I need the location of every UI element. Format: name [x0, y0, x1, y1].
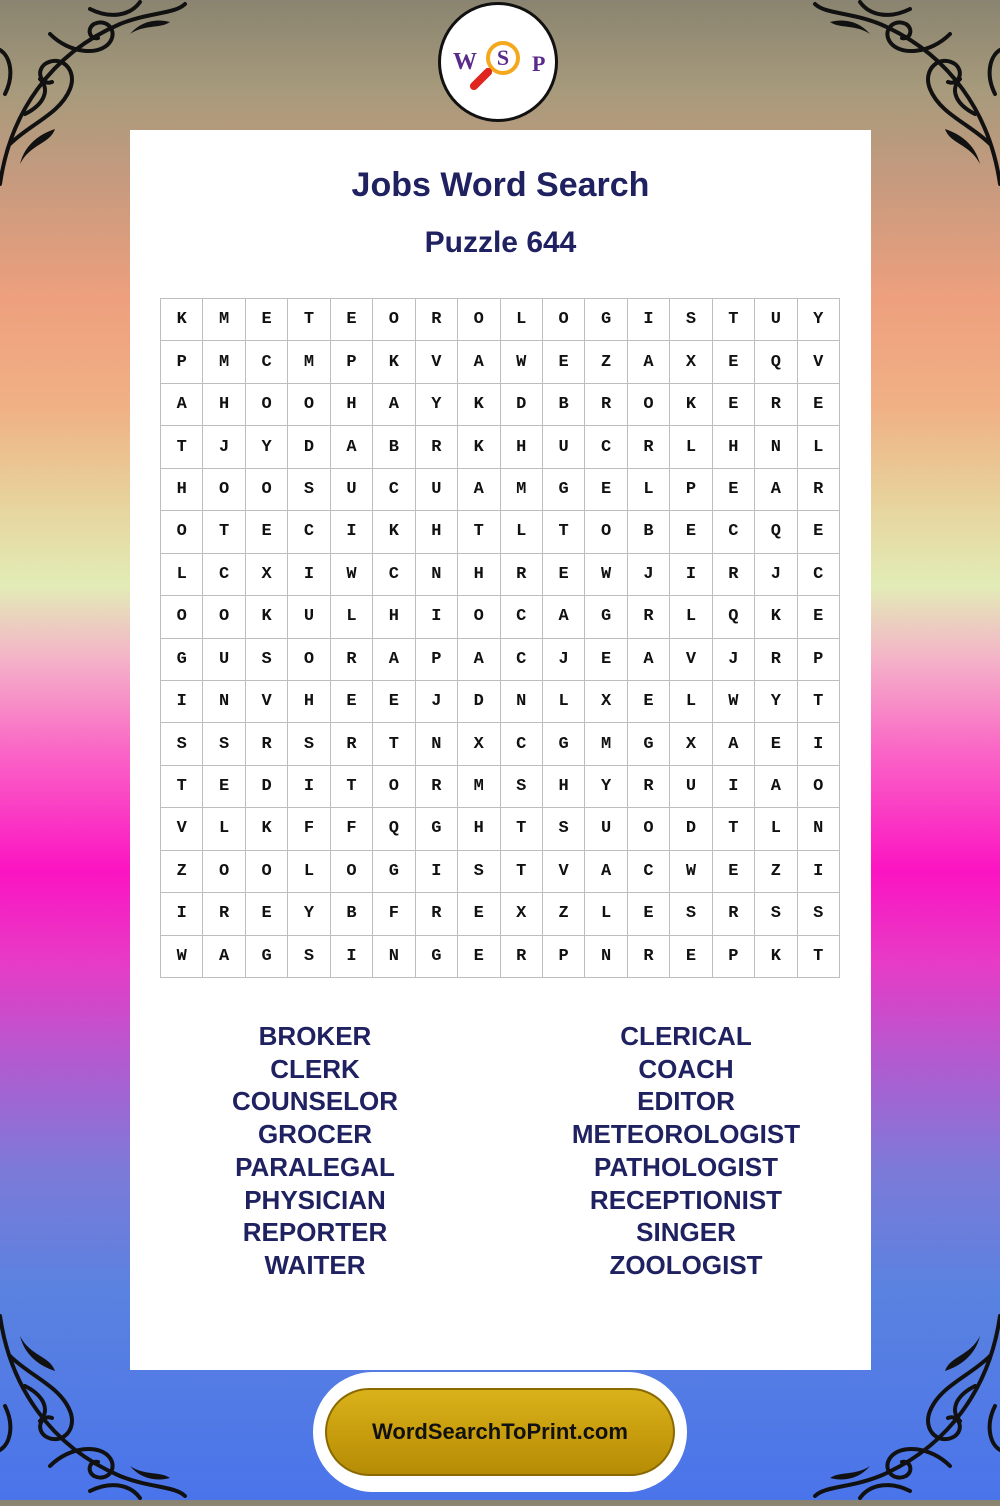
grid-cell[interactable]: S: [203, 723, 245, 765]
grid-cell[interactable]: O: [543, 299, 585, 341]
grid-cell[interactable]: O: [161, 511, 203, 553]
puzzle-number: Puzzle 644: [424, 226, 577, 259]
grid-cell[interactable]: M: [203, 341, 245, 383]
grid-cell[interactable]: V: [798, 341, 840, 383]
grid-cell[interactable]: T: [203, 511, 245, 553]
grid-cell[interactable]: L: [203, 808, 245, 850]
grid-cell[interactable]: M: [585, 723, 627, 765]
grid-cell[interactable]: P: [713, 936, 755, 978]
grid-cell[interactable]: A: [203, 936, 245, 978]
word-list-item: SINGER: [636, 1217, 736, 1248]
grid-cell[interactable]: V: [670, 639, 712, 681]
grid-cell[interactable]: Z: [543, 893, 585, 935]
grid-cell[interactable]: N: [585, 936, 627, 978]
grid-cell[interactable]: V: [161, 808, 203, 850]
grid-cell[interactable]: E: [458, 936, 500, 978]
grid-cell[interactable]: H: [161, 469, 203, 511]
grid-cell[interactable]: I: [713, 766, 755, 808]
grid-cell[interactable]: P: [416, 639, 458, 681]
grid-cell[interactable]: O: [288, 384, 330, 426]
grid-cell[interactable]: H: [543, 766, 585, 808]
grid-cell[interactable]: G: [416, 808, 458, 850]
grid-cell[interactable]: Z: [755, 851, 797, 893]
grid-cell[interactable]: I: [670, 554, 712, 596]
grid-cell[interactable]: O: [373, 299, 415, 341]
word-list-item: CLERK: [270, 1053, 360, 1084]
grid-cell[interactable]: T: [501, 808, 543, 850]
grid-cell[interactable]: H: [203, 384, 245, 426]
grid-cell[interactable]: I: [331, 936, 373, 978]
grid-cell[interactable]: Q: [755, 511, 797, 553]
grid-cell[interactable]: G: [416, 936, 458, 978]
grid-cell[interactable]: R: [585, 384, 627, 426]
grid-cell[interactable]: Y: [798, 299, 840, 341]
grid-cell[interactable]: O: [246, 851, 288, 893]
grid-cell[interactable]: S: [501, 766, 543, 808]
grid-cell[interactable]: T: [458, 511, 500, 553]
grid-cell[interactable]: U: [543, 426, 585, 468]
grid-cell[interactable]: E: [373, 681, 415, 723]
site-link[interactable]: WordSearchToPrint.com: [372, 1419, 628, 1444]
grid-cell[interactable]: A: [458, 469, 500, 511]
grid-cell[interactable]: A: [373, 384, 415, 426]
word-list-item: METEOROLOGIST: [571, 1119, 801, 1150]
grid-cell[interactable]: L: [670, 426, 712, 468]
grid-cell[interactable]: N: [501, 681, 543, 723]
grid-cell[interactable]: S: [798, 893, 840, 935]
grid-cell[interactable]: W: [713, 681, 755, 723]
grid-cell[interactable]: W: [501, 341, 543, 383]
grid-cell[interactable]: R: [755, 639, 797, 681]
grid-cell[interactable]: R: [416, 893, 458, 935]
grid-cell[interactable]: R: [416, 299, 458, 341]
grid-cell[interactable]: E: [585, 469, 627, 511]
grid-cell[interactable]: I: [416, 596, 458, 638]
grid-cell[interactable]: J: [203, 426, 245, 468]
grid-cell[interactable]: C: [501, 723, 543, 765]
grid-cell[interactable]: G: [543, 469, 585, 511]
grid-cell[interactable]: D: [246, 766, 288, 808]
grid-cell[interactable]: S: [755, 893, 797, 935]
letter-grid[interactable]: [160, 298, 840, 978]
grid-cell[interactable]: G: [246, 936, 288, 978]
grid-cell[interactable]: U: [203, 639, 245, 681]
grid-cell[interactable]: C: [501, 639, 543, 681]
logo-letter-w: W: [453, 49, 477, 75]
word-list-item: WAITER: [264, 1249, 366, 1280]
grid-cell[interactable]: E: [458, 893, 500, 935]
grid-cell[interactable]: U: [585, 808, 627, 850]
grid-cell[interactable]: N: [416, 723, 458, 765]
grid-cell[interactable]: N: [416, 554, 458, 596]
grid-cell[interactable]: B: [373, 426, 415, 468]
grid-cell[interactable]: R: [628, 936, 670, 978]
grid-cell[interactable]: Y: [585, 766, 627, 808]
grid-cell[interactable]: Z: [161, 851, 203, 893]
grid-cell[interactable]: E: [331, 681, 373, 723]
grid-cell[interactable]: I: [288, 766, 330, 808]
grid-cell[interactable]: C: [501, 596, 543, 638]
word-list-item: BROKER: [258, 1021, 372, 1051]
grid-cell[interactable]: Z: [585, 341, 627, 383]
grid-cell[interactable]: Q: [373, 808, 415, 850]
grid-cell[interactable]: S: [458, 851, 500, 893]
grid-cell[interactable]: M: [203, 299, 245, 341]
grid-cell[interactable]: A: [458, 639, 500, 681]
grid-cell[interactable]: H: [331, 384, 373, 426]
grid-cell[interactable]: A: [458, 341, 500, 383]
grid-cell[interactable]: J: [543, 639, 585, 681]
grid-cell[interactable]: E: [798, 384, 840, 426]
grid-cell[interactable]: U: [331, 469, 373, 511]
grid-cell[interactable]: T: [161, 766, 203, 808]
grid-cell[interactable]: O: [628, 808, 670, 850]
grid-cell[interactable]: X: [246, 554, 288, 596]
grid-cell[interactable]: L: [501, 511, 543, 553]
puzzle-sheet: [130, 130, 871, 1370]
grid-cell[interactable]: N: [373, 936, 415, 978]
grid-cell[interactable]: H: [713, 426, 755, 468]
grid-cell[interactable]: E: [331, 299, 373, 341]
grid-cell[interactable]: K: [246, 808, 288, 850]
grid-cell[interactable]: U: [755, 299, 797, 341]
grid-cell[interactable]: X: [501, 893, 543, 935]
word-list-item: PARALEGAL: [235, 1151, 395, 1182]
grid-cell[interactable]: O: [331, 851, 373, 893]
grid-cell[interactable]: A: [628, 341, 670, 383]
grid-cell[interactable]: W: [161, 936, 203, 978]
grid-cell[interactable]: E: [628, 893, 670, 935]
grid-cell[interactable]: L: [331, 596, 373, 638]
grid-cell[interactable]: J: [755, 554, 797, 596]
grid-cell[interactable]: L: [670, 596, 712, 638]
grid-cell[interactable]: M: [501, 469, 543, 511]
grid-cell[interactable]: Q: [713, 596, 755, 638]
grid-cell[interactable]: I: [161, 893, 203, 935]
grid-cell[interactable]: K: [670, 384, 712, 426]
word-list-item: PHYSICIAN: [244, 1184, 386, 1215]
grid-cell[interactable]: L: [798, 426, 840, 468]
word-list-right: [501, 1020, 871, 1282]
grid-cell[interactable]: U: [670, 766, 712, 808]
grid-cell[interactable]: L: [161, 554, 203, 596]
grid-cell[interactable]: W: [331, 554, 373, 596]
grid-cell[interactable]: C: [288, 511, 330, 553]
grid-cell[interactable]: E: [246, 893, 288, 935]
grid-cell[interactable]: S: [288, 936, 330, 978]
grid-cell[interactable]: U: [288, 596, 330, 638]
grid-cell[interactable]: A: [373, 639, 415, 681]
grid-cell[interactable]: M: [458, 766, 500, 808]
grid-cell[interactable]: A: [331, 426, 373, 468]
grid-cell[interactable]: E: [713, 851, 755, 893]
grid-cell[interactable]: E: [713, 469, 755, 511]
grid-cell[interactable]: X: [670, 723, 712, 765]
word-list-item: REPORTER: [242, 1217, 388, 1248]
grid-cell[interactable]: V: [246, 681, 288, 723]
grid-cell[interactable]: X: [585, 681, 627, 723]
grid-cell[interactable]: H: [373, 596, 415, 638]
grid-cell[interactable]: D: [458, 681, 500, 723]
grid-cell[interactable]: E: [798, 596, 840, 638]
word-list-item: ZOOLOGIST: [609, 1249, 763, 1280]
word-list-left: [130, 1020, 500, 1282]
grid-cell[interactable]: S: [670, 299, 712, 341]
grid-cell[interactable]: G: [373, 851, 415, 893]
grid-cell[interactable]: N: [755, 426, 797, 468]
grid-cell[interactable]: O: [798, 766, 840, 808]
grid-cell[interactable]: E: [628, 681, 670, 723]
grid-cell[interactable]: R: [755, 384, 797, 426]
grid-cell[interactable]: I: [628, 299, 670, 341]
grid-cell[interactable]: I: [288, 554, 330, 596]
grid-cell[interactable]: H: [501, 426, 543, 468]
grid-cell[interactable]: E: [246, 299, 288, 341]
grid-cell[interactable]: O: [373, 766, 415, 808]
grid-cell[interactable]: E: [203, 766, 245, 808]
grid-cell[interactable]: F: [373, 893, 415, 935]
grid-cell[interactable]: V: [416, 341, 458, 383]
grid-cell[interactable]: I: [161, 681, 203, 723]
word-list-item: COUNSELOR: [231, 1086, 399, 1117]
grid-cell[interactable]: E: [798, 511, 840, 553]
grid-cell[interactable]: J: [416, 681, 458, 723]
grid-cell[interactable]: J: [713, 639, 755, 681]
grid-cell[interactable]: O: [585, 511, 627, 553]
grid-cell[interactable]: Y: [246, 426, 288, 468]
grid-cell[interactable]: H: [458, 554, 500, 596]
grid-cell[interactable]: N: [203, 681, 245, 723]
grid-cell[interactable]: E: [543, 554, 585, 596]
grid-cell[interactable]: T: [161, 426, 203, 468]
grid-cell[interactable]: K: [373, 511, 415, 553]
grid-cell[interactable]: N: [798, 808, 840, 850]
grid-cell[interactable]: D: [501, 384, 543, 426]
word-list-item: GROCER: [257, 1119, 373, 1150]
grid-cell[interactable]: S: [288, 469, 330, 511]
grid-cell[interactable]: T: [501, 851, 543, 893]
footer-banner[interactable]: [325, 1388, 675, 1476]
grid-cell[interactable]: E: [246, 511, 288, 553]
grid-cell[interactable]: R: [331, 723, 373, 765]
grid-cell[interactable]: B: [628, 511, 670, 553]
grid-cell[interactable]: Y: [416, 384, 458, 426]
word-list: [130, 1020, 871, 1290]
grid-cell[interactable]: C: [203, 554, 245, 596]
grid-cell[interactable]: H: [458, 808, 500, 850]
grid-cell[interactable]: I: [798, 723, 840, 765]
grid-cell[interactable]: V: [543, 851, 585, 893]
grid-cell[interactable]: L: [628, 469, 670, 511]
grid-cell[interactable]: G: [543, 723, 585, 765]
grid-cell[interactable]: D: [670, 808, 712, 850]
grid-cell[interactable]: A: [755, 469, 797, 511]
grid-cell[interactable]: H: [416, 511, 458, 553]
grid-cell[interactable]: L: [585, 893, 627, 935]
grid-cell[interactable]: U: [416, 469, 458, 511]
grid-cell[interactable]: Y: [755, 681, 797, 723]
grid-cell[interactable]: P: [798, 639, 840, 681]
grid-cell[interactable]: R: [416, 426, 458, 468]
grid-cell[interactable]: R: [501, 936, 543, 978]
grid-cell[interactable]: B: [331, 893, 373, 935]
grid-cell[interactable]: L: [670, 681, 712, 723]
grid-cell[interactable]: O: [458, 299, 500, 341]
logo-letter-p: P: [532, 51, 546, 76]
grid-cell[interactable]: K: [458, 426, 500, 468]
grid-cell[interactable]: L: [543, 681, 585, 723]
grid-cell[interactable]: L: [501, 299, 543, 341]
grid-cell[interactable]: O: [288, 639, 330, 681]
grid-cell[interactable]: X: [458, 723, 500, 765]
word-list-item: COACH: [638, 1053, 734, 1084]
grid-cell[interactable]: L: [755, 808, 797, 850]
grid-cell[interactable]: P: [670, 469, 712, 511]
grid-cell[interactable]: E: [713, 341, 755, 383]
grid-cell[interactable]: C: [373, 554, 415, 596]
grid-cell[interactable]: F: [331, 808, 373, 850]
grid-cell[interactable]: A: [543, 596, 585, 638]
grid-cell[interactable]: G: [585, 596, 627, 638]
grid-cell[interactable]: O: [203, 851, 245, 893]
grid-cell[interactable]: T: [713, 299, 755, 341]
grid-cell[interactable]: O: [203, 469, 245, 511]
grid-cell[interactable]: M: [288, 341, 330, 383]
page-title: Jobs Word Search: [351, 166, 650, 204]
grid-cell[interactable]: R: [628, 596, 670, 638]
grid-cell[interactable]: R: [713, 893, 755, 935]
grid-cell[interactable]: A: [755, 766, 797, 808]
grid-cell[interactable]: C: [628, 851, 670, 893]
grid-cell[interactable]: P: [161, 341, 203, 383]
grid-cell[interactable]: T: [798, 681, 840, 723]
grid-cell[interactable]: F: [288, 808, 330, 850]
grid-cell[interactable]: T: [331, 766, 373, 808]
grid-cell[interactable]: R: [798, 469, 840, 511]
grid-cell[interactable]: S: [288, 723, 330, 765]
grid-cell[interactable]: P: [543, 936, 585, 978]
grid-cell[interactable]: A: [161, 384, 203, 426]
grid-cell[interactable]: L: [288, 851, 330, 893]
grid-cell[interactable]: T: [798, 936, 840, 978]
grid-cell[interactable]: E: [543, 341, 585, 383]
grid-cell[interactable]: O: [628, 384, 670, 426]
grid-cell[interactable]: T: [373, 723, 415, 765]
grid-cell[interactable]: E: [713, 384, 755, 426]
grid-cell[interactable]: S: [246, 639, 288, 681]
grid-cell[interactable]: O: [246, 384, 288, 426]
grid-cell[interactable]: E: [670, 511, 712, 553]
grid-cell[interactable]: X: [670, 341, 712, 383]
grid-cell[interactable]: R: [501, 554, 543, 596]
grid-cell[interactable]: O: [203, 596, 245, 638]
grid-cell[interactable]: K: [755, 596, 797, 638]
grid-cell[interactable]: O: [458, 596, 500, 638]
grid-cell[interactable]: K: [458, 384, 500, 426]
word-list-item: RECEPTIONIST: [589, 1184, 783, 1215]
logo-letter-s: S: [496, 45, 510, 70]
grid-cell[interactable]: E: [755, 723, 797, 765]
grid-cell[interactable]: D: [288, 426, 330, 468]
grid-cell[interactable]: J: [628, 554, 670, 596]
word-list-item: PATHOLOGIST: [594, 1151, 778, 1182]
grid-cell[interactable]: G: [161, 639, 203, 681]
grid-cell[interactable]: S: [670, 893, 712, 935]
grid-cell[interactable]: K: [373, 341, 415, 383]
grid-cell[interactable]: C: [798, 554, 840, 596]
grid-cell[interactable]: W: [670, 851, 712, 893]
grid-cell[interactable]: K: [161, 299, 203, 341]
grid-cell[interactable]: K: [755, 936, 797, 978]
grid-cell[interactable]: C: [713, 511, 755, 553]
word-list-item: CLERICAL: [620, 1021, 752, 1051]
grid-cell[interactable]: A: [713, 723, 755, 765]
grid-cell[interactable]: S: [161, 723, 203, 765]
grid-cell[interactable]: T: [288, 299, 330, 341]
grid-cell[interactable]: E: [670, 936, 712, 978]
grid-cell[interactable]: S: [543, 808, 585, 850]
grid-cell[interactable]: O: [161, 596, 203, 638]
grid-cell[interactable]: B: [543, 384, 585, 426]
grid-cell[interactable]: T: [713, 808, 755, 850]
grid-cell[interactable]: C: [585, 426, 627, 468]
grid-cell[interactable]: R: [203, 893, 245, 935]
grid-cell[interactable]: Q: [755, 341, 797, 383]
grid-cell[interactable]: W: [585, 554, 627, 596]
grid-cell[interactable]: R: [331, 639, 373, 681]
grid-cell[interactable]: R: [628, 426, 670, 468]
grid-cell[interactable]: P: [331, 341, 373, 383]
grid-cell[interactable]: T: [543, 511, 585, 553]
grid-cell[interactable]: R: [713, 554, 755, 596]
grid-cell[interactable]: R: [246, 723, 288, 765]
grid-cell[interactable]: R: [628, 766, 670, 808]
grid-cell[interactable]: G: [628, 723, 670, 765]
grid-cell[interactable]: K: [246, 596, 288, 638]
grid-cell[interactable]: C: [246, 341, 288, 383]
grid-cell[interactable]: Y: [288, 893, 330, 935]
grid-cell[interactable]: I: [416, 851, 458, 893]
grid-cell[interactable]: I: [331, 511, 373, 553]
grid-cell[interactable]: O: [246, 469, 288, 511]
grid-cell[interactable]: H: [288, 681, 330, 723]
grid-cell[interactable]: E: [585, 639, 627, 681]
grid-cell[interactable]: C: [373, 469, 415, 511]
word-list-item: EDITOR: [637, 1086, 735, 1117]
grid-cell[interactable]: I: [798, 851, 840, 893]
grid-cell[interactable]: R: [416, 766, 458, 808]
grid-cell[interactable]: G: [585, 299, 627, 341]
grid-cell[interactable]: A: [585, 851, 627, 893]
wsp-logo[interactable]: [438, 2, 558, 122]
grid-cell[interactable]: A: [628, 639, 670, 681]
